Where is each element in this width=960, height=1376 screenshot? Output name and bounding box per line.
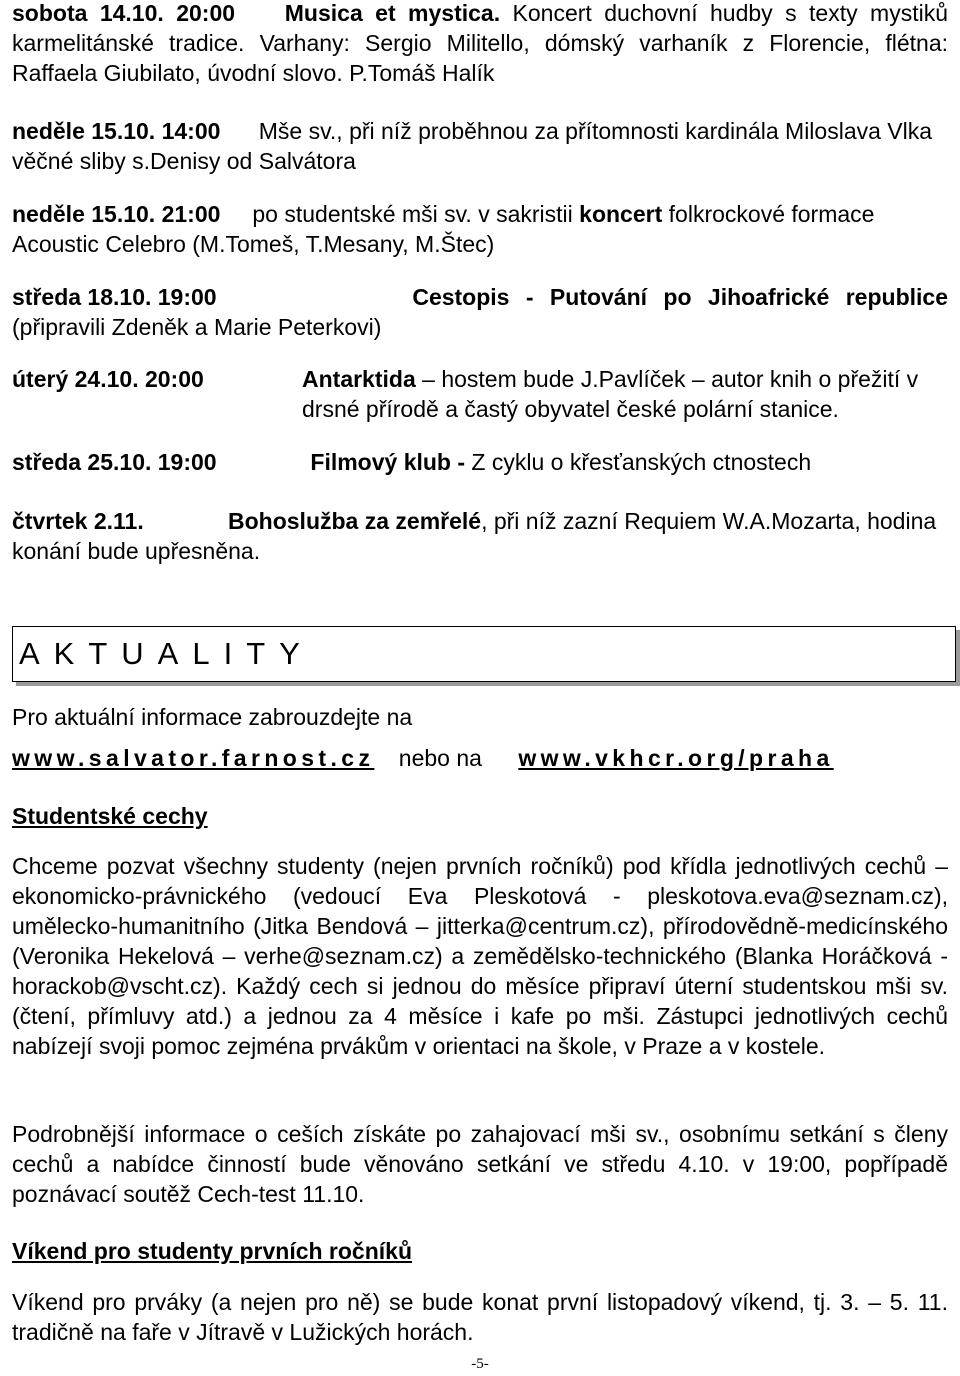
event-title: Bohoslužba za zemřelé [228, 508, 482, 534]
event-text: Z cyklu o křesťanských ctnostech [471, 449, 812, 475]
event-date: sobota 14.10. 20:00 [12, 0, 236, 26]
event-text: , při níž zazní Requiem W.A.Mozarta, hodina konání bude upřesněna. [12, 508, 937, 564]
event-date: úterý 24.10. 20:00 [12, 366, 204, 392]
studentske-paragraph-2: Podrobnější informace o ceších získáte po zahajovací mši sv., osobnímu setkání s členy cechů a nabídce činností bude věnováno setkání ve středu 4.10. v 19:00, popřípadě poznávací soutěž Cech-test 11.10. [12, 1121, 948, 1207]
event-text: Mše sv., při níž proběhnou za přítomnosti kardinála Miloslava Vlka věčné sliby s.Denisy od Salvátora [12, 118, 933, 174]
info-intro: Pro aktuální informace zabrouzdejte na [12, 704, 413, 730]
heading-text: Studentské cechy [12, 803, 208, 829]
info-links [12, 743, 948, 773]
section-heading-vikend [12, 1236, 948, 1266]
event-title: Cestopis - Putování po Jihoafrické republice [412, 284, 948, 310]
aktuality-banner [12, 626, 956, 682]
event-line [12, 282, 948, 312]
link-salvator[interactable]: www.salvator.farnost.cz [12, 745, 375, 771]
event-date: čtvrtek 2.11. [12, 508, 144, 534]
event-title: koncert [579, 201, 663, 227]
event-text-b: folkrockové formace Acoustic Celebro (M.Tomeš, T.Mesany, M.Štec) [12, 201, 875, 257]
event-line [12, 364, 948, 424]
event-date: středa 18.10. 19:00 [12, 284, 217, 310]
event-title: Filmový klub - [310, 449, 466, 475]
event-musica-et-mystica [12, 0, 948, 88]
studentske-paragraph-1: Chceme pozvat všechny studenty (nejen prvních ročníků) pod křídla jednotlivých cechů – ekonomicko-právnického (vedoucí Eva Pleskotová - pleskotova.eva@seznam.cz), umělecko-humanitního (Jitka Bendová – jitterka@centrum.cz), přírodovědně-medicínského (Veronika Hekelová – verhe@seznam.cz) a zemědělsko-technického (Blanka Horáčková - horackob@vscht.cz). Každý cech si jednou do měsíce připraví úterní studentskou mši sv. (čtení, přímluvy atd.) a jednou za 4 měsíce i kafe po mši. Zástupci jednotlivých cechů nabízejí svoji pomoc zejména prvákům v orientaci na škole, v Praze a v kostele. [12, 853, 948, 1059]
link-vkhcr[interactable]: www.vkhcr.org/praha [518, 745, 834, 771]
event-text: – hostem bude J.Pavlíček – autor knih o přežití v drsné přírodě a častý obyvatel české polární stanice. [302, 366, 919, 422]
event-date: neděle 15.10. 14:00 [12, 118, 221, 144]
event-bohosluzba [12, 506, 948, 566]
event-date: neděle 15.10. 21:00 [12, 201, 221, 227]
event-title: Musica et mystica. [284, 0, 501, 26]
event-title: Antarktida [302, 366, 416, 392]
event-text-a: po studentské mši sv. v sakristii [252, 201, 573, 227]
event-date: středa 25.10. 19:00 [12, 449, 217, 475]
vikend-paragraph: Víkend pro prváky (a nejen pro ně) se bude konat první listopadový víkend, tj. 3. – 5. 11. tradičně na faře v Jítravě v Lužických horách. [12, 1289, 948, 1345]
heading-text: Víkend pro studenty prvních ročníků [12, 1238, 413, 1264]
event-cestopis [12, 282, 948, 342]
event-text: (připravili Zdeněk a Marie Peterkovi) [12, 314, 382, 340]
event-mse-sliby [12, 116, 948, 176]
page-number: -5- [471, 1356, 489, 1372]
section-heading-studentske-cechy [12, 801, 948, 831]
event-antarktida [12, 364, 948, 424]
banner-title: AKTUALITY [19, 636, 314, 671]
info-or: nebo na [398, 745, 482, 771]
event-filmovy-klub [12, 447, 948, 477]
event-koncert-acoustic-celebro [12, 199, 948, 259]
event-text: Koncert duchovní hudby s texty mystiků karmelitánské tradice. Varhany: Sergio Militello, dómský varhaník z Florencie, flétna: Raffaela Giubilato, úvodní slovo. P.Tomáš Halík [12, 0, 948, 86]
